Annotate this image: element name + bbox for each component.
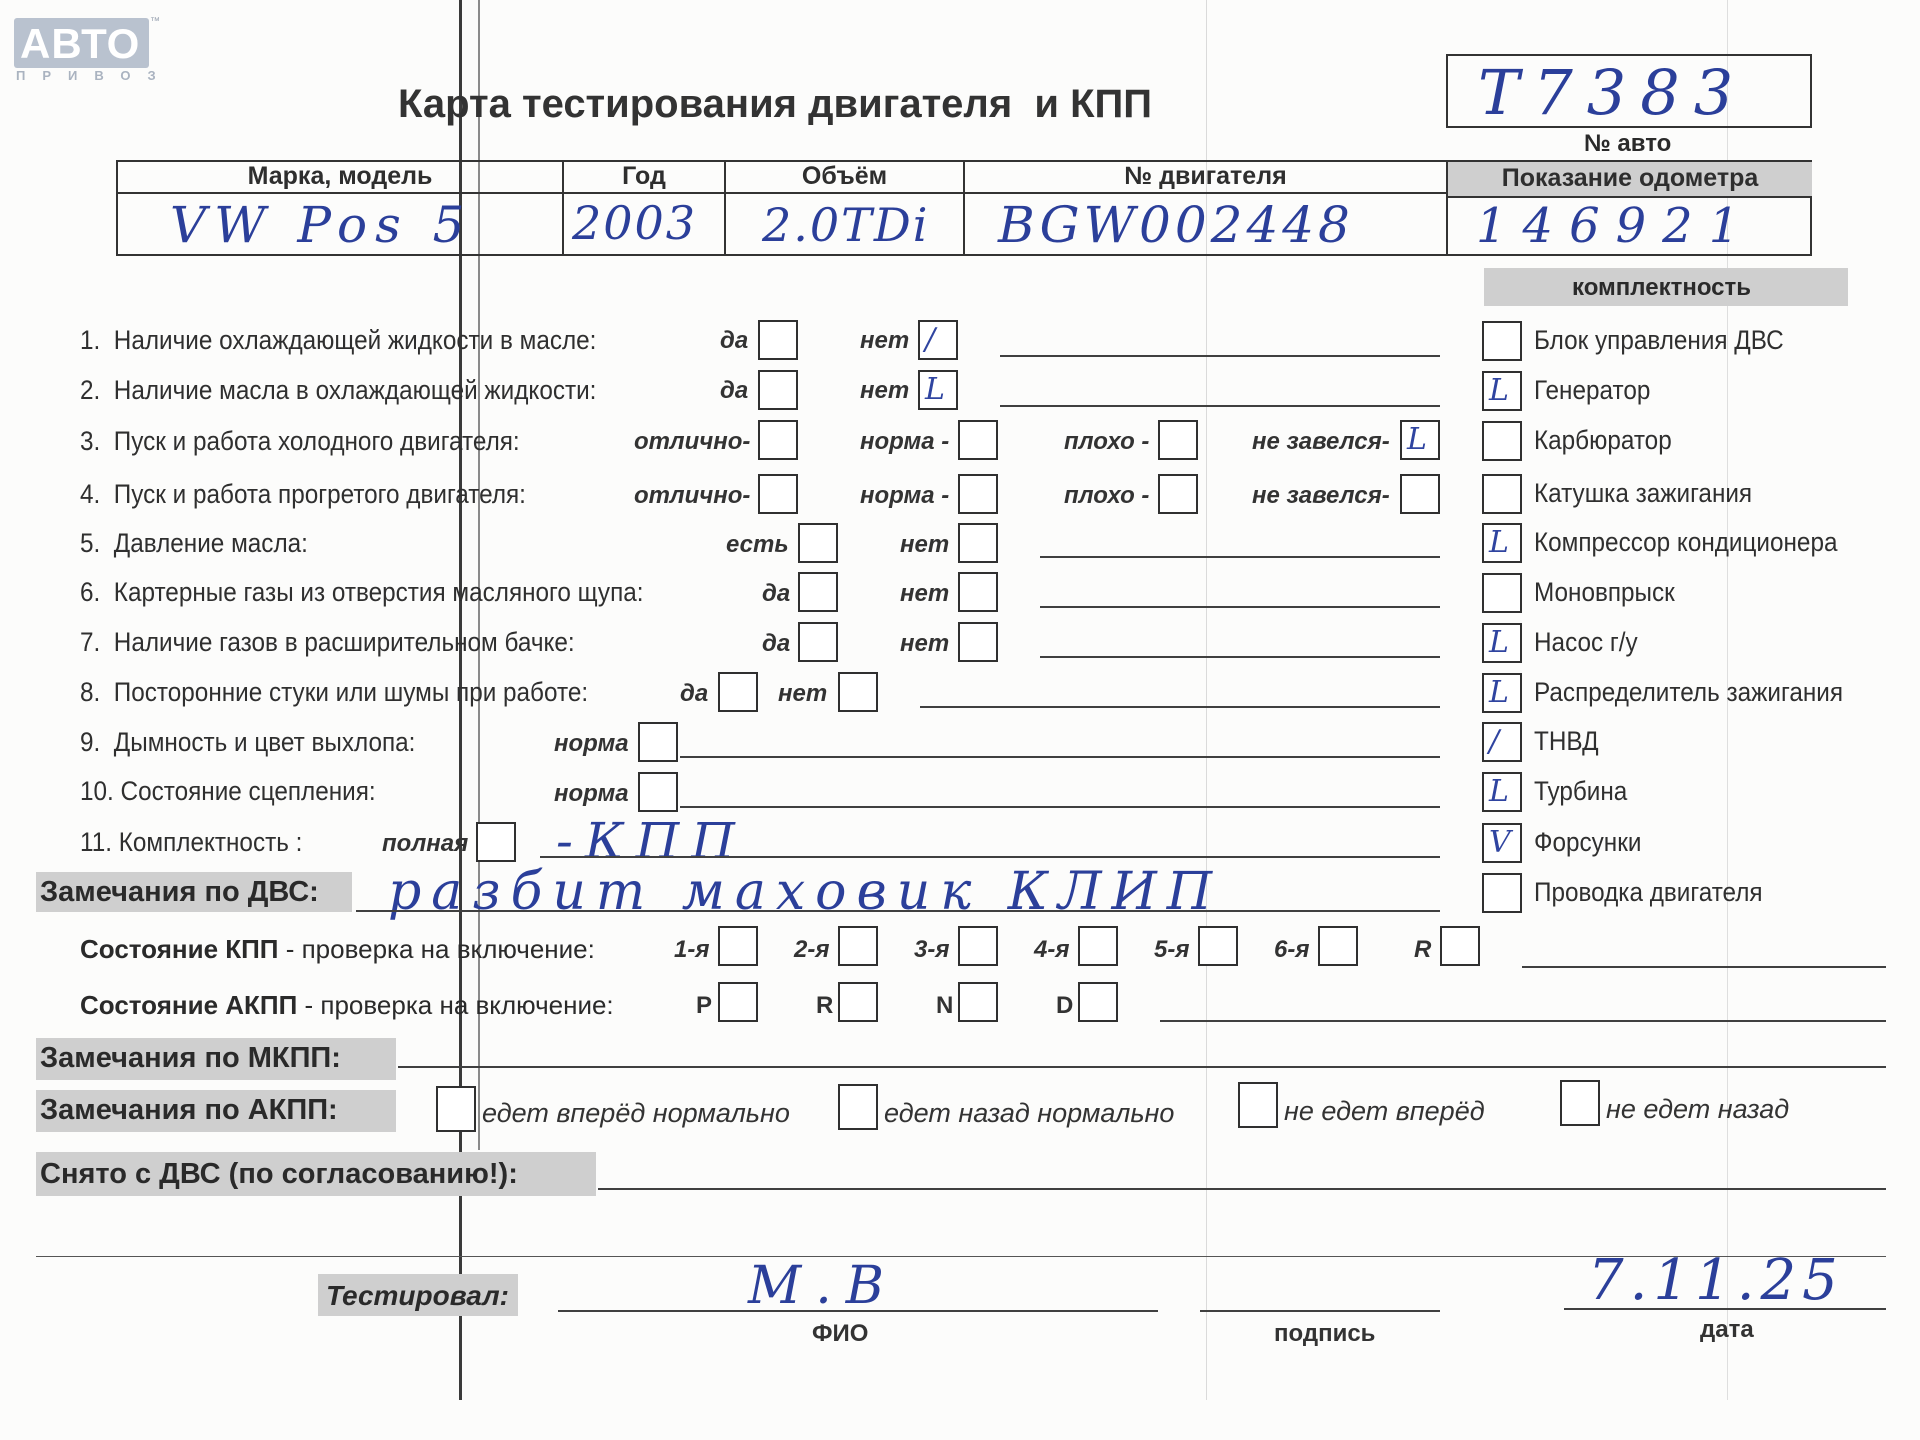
q4-no-start-checkbox[interactable] (1400, 474, 1440, 514)
kpp-check-label-bold: Состояние КПП (80, 934, 279, 964)
remarks-mkpp-line (398, 1066, 1886, 1068)
kpp-gear-2-checkbox[interactable] (838, 926, 878, 966)
complect-checkbox-ignition-coil[interactable] (1482, 474, 1522, 514)
q8-option-no: нет (778, 680, 828, 707)
q6-yes-checkbox[interactable] (798, 572, 838, 612)
question-2-label: Наличие масла в охлаждающей жидкости: (113, 375, 597, 405)
odometer-value: 146921 (1476, 198, 1756, 254)
akpp-no-backward-label: не едет назад (1606, 1094, 1790, 1124)
question-6-text (80, 577, 643, 608)
kpp-gear-1-checkbox[interactable] (718, 926, 758, 966)
kpp-gear-2-label: 2-я (794, 936, 830, 963)
q6-no-checkbox[interactable] (958, 572, 998, 612)
question-11-text (80, 827, 302, 858)
removed-label: Снято с ДВС (по согласованию!): (40, 1158, 518, 1190)
check-mark-icon: / (1489, 724, 1500, 759)
complect-checkbox-carburetor[interactable] (1482, 421, 1522, 461)
question-9-num: 9. (80, 727, 101, 757)
tested-date-value: 7.11.25 (1588, 1248, 1844, 1313)
question-7-text (80, 627, 575, 658)
complect-label-generator: Генератор (1534, 375, 1651, 405)
volume-value: 2.0TDi (762, 198, 930, 252)
q3-no-start-checkbox[interactable] (1400, 420, 1440, 460)
watermark-sub: ПРИВОЗ (16, 68, 173, 83)
akpp-mode-r-label: R (816, 992, 834, 1019)
complect-checkbox-power-steering-pump[interactable] (1482, 623, 1522, 663)
q8-notes-line (920, 706, 1440, 708)
complect-label-ignition-coil: Катушка зажигания (1534, 478, 1753, 508)
kpp-gear-3-label: 3-я (914, 936, 950, 963)
akpp-forward-ok-label: едет вперёд нормально (482, 1098, 790, 1128)
akpp-mode-n-checkbox[interactable] (958, 982, 998, 1022)
q3-option-no-start: не завелся- (1252, 428, 1390, 455)
question-5-text (80, 528, 308, 559)
tested-date-label: дата (1700, 1316, 1754, 1343)
check-mark-icon: L (1489, 675, 1509, 710)
akpp-no-backward-checkbox[interactable] (1560, 1080, 1600, 1126)
kpp-gear-4-checkbox[interactable] (1078, 926, 1118, 966)
remarks-engine-value: разбит маховик КЛИП (388, 862, 1223, 922)
akpp-notes-line (1160, 1020, 1886, 1022)
kpp-check-label-rest: - проверка на включение: (278, 934, 595, 964)
tested-fio-line (558, 1310, 1158, 1312)
q5-present-checkbox[interactable] (798, 523, 838, 563)
akpp-backward-ok-checkbox[interactable] (838, 1084, 878, 1130)
q11-note-value: -КПП (556, 812, 747, 870)
remarks-engine-label: Замечания по ДВС: (40, 876, 319, 908)
q1-option-yes: да (720, 327, 749, 354)
complect-label-injection-pump: ТНВД (1534, 726, 1599, 756)
question-10-num: 10. (80, 776, 114, 806)
tested-sign-label: подпись (1274, 1320, 1376, 1347)
make-model-value: VW Pos 5 (170, 196, 473, 254)
year-value: 2003 (572, 196, 698, 250)
page-title: Карта тестирования двигателя и КПП (398, 82, 1153, 126)
watermark-brand: АВТО (20, 20, 141, 67)
q8-no-checkbox[interactable] (838, 672, 878, 712)
kpp-gear-4-label: 4-я (1034, 936, 1070, 963)
header-top-rule (118, 192, 1446, 194)
kpp-gear-r-label: R (1414, 936, 1432, 963)
question-10-text (80, 776, 376, 807)
question-4-label: Пуск и работа прогретого двигателя: (113, 479, 526, 509)
complect-label-carburetor: Карбюратор (1534, 425, 1672, 455)
removed-line (598, 1188, 1886, 1190)
complect-checkbox-mono-injection[interactable] (1482, 573, 1522, 613)
q2-yes-checkbox[interactable] (758, 370, 798, 410)
question-4-num: 4. (80, 479, 101, 509)
remarks-engine-line (356, 910, 1440, 912)
q11-option-full: полная (382, 830, 469, 857)
question-7-num: 7. (80, 627, 101, 657)
complect-label-ecu: Блок управления ДВС (1534, 325, 1784, 355)
question-1-label: Наличие охлаждающей жидкости в масле: (113, 325, 597, 355)
remarks-akpp-label: Замечания по АКПП: (40, 1094, 338, 1126)
q8-option-yes: да (680, 680, 709, 707)
q3-normal-checkbox[interactable] (958, 420, 998, 460)
complect-label-distributor: Распределитель зажигания (1534, 677, 1843, 707)
header-volume: Объём (801, 162, 888, 190)
question-8-text (80, 677, 588, 708)
q6-option-no: нет (900, 580, 950, 607)
question-5-label: Давление масла: (113, 528, 308, 558)
question-4-text (80, 479, 526, 510)
complect-label-ac-compressor: Компрессор кондиционера (1534, 527, 1838, 557)
q4-option-bad: плохо - (1064, 482, 1150, 509)
complect-checkbox-generator[interactable] (1482, 371, 1522, 411)
akpp-mode-p-label: P (696, 992, 713, 1019)
kpp-check-label (80, 934, 595, 965)
question-3-text (80, 426, 520, 457)
tested-date-line (1564, 1308, 1886, 1310)
kpp-gear-5-checkbox[interactable] (1198, 926, 1238, 966)
q9-normal-checkbox[interactable] (638, 722, 678, 762)
akpp-mode-n-label: N (936, 992, 954, 1019)
check-mark-icon: V (1489, 825, 1511, 860)
question-7-label: Наличие газов в расширительном бачке: (113, 627, 575, 657)
akpp-check-label (80, 990, 614, 1021)
akpp-mode-d-checkbox[interactable] (1078, 982, 1118, 1022)
complect-label-mono-injection: Моновпрыск (1534, 577, 1675, 607)
q7-option-yes: да (762, 630, 791, 657)
kpp-gear-6-checkbox[interactable] (1318, 926, 1358, 966)
q9-notes-line (680, 756, 1440, 758)
complect-checkbox-injectors[interactable] (1482, 823, 1522, 863)
q6-option-yes: да (762, 580, 791, 607)
question-11-num: 11. (80, 827, 112, 857)
question-2-text (80, 375, 596, 406)
q11-notes-line (540, 856, 1440, 858)
question-2-num: 2. (80, 375, 101, 405)
kpp-gear-1-label: 1-я (674, 936, 710, 963)
complect-checkbox-ac-compressor[interactable] (1482, 523, 1522, 563)
complect-checkbox-turbine[interactable] (1482, 772, 1522, 812)
question-6-label: Картерные газы из отверстия масляного щупа: (113, 577, 644, 607)
complect-label-power-steering-pump: Насос г/у (1534, 627, 1638, 657)
question-11-label: Комплектность : (118, 827, 303, 857)
q2-option-yes: да (720, 377, 749, 404)
check-mark-icon: L (1489, 525, 1509, 560)
question-1-text (80, 325, 596, 356)
tested-label: Тестировал: (326, 1280, 509, 1311)
auto-number-label: № авто (1584, 130, 1672, 157)
q1-notes-line (1000, 355, 1440, 357)
auto-number-value: Т7383 (1478, 56, 1748, 129)
akpp-check-label-bold: Состояние АКПП (80, 990, 298, 1020)
akpp-backward-ok-label: едет назад нормально (884, 1098, 1175, 1128)
q7-notes-line (1040, 656, 1440, 658)
q1-yes-checkbox[interactable] (758, 320, 798, 360)
q2-notes-line (1000, 405, 1440, 407)
q8-yes-checkbox[interactable] (718, 672, 758, 712)
question-6-num: 6. (80, 577, 101, 607)
akpp-check-label-rest: - проверка на включение: (297, 990, 614, 1020)
complect-title: комплектность (1572, 274, 1752, 301)
akpp-mode-d-label: D (1056, 992, 1074, 1019)
q3-option-normal: норма - (860, 428, 950, 455)
q7-no-checkbox[interactable] (958, 622, 998, 662)
check-mark-icon: L (1407, 422, 1427, 457)
kpp-notes-line (1522, 966, 1886, 968)
question-3-num: 3. (80, 426, 101, 456)
q7-yes-checkbox[interactable] (798, 622, 838, 662)
q5-no-checkbox[interactable] (958, 523, 998, 563)
q4-excellent-checkbox[interactable] (758, 474, 798, 514)
question-9-text (80, 727, 415, 758)
q2-no-checkbox[interactable] (918, 370, 958, 410)
check-mark-icon: / (925, 322, 936, 357)
akpp-mode-r-checkbox[interactable] (838, 982, 878, 1022)
akpp-no-forward-label: не едет вперёд (1284, 1096, 1485, 1126)
q10-option-normal: норма (554, 780, 629, 807)
q4-normal-checkbox[interactable] (958, 474, 998, 514)
tested-fio-label: ФИО (812, 1320, 869, 1347)
q9-option-normal: норма (554, 730, 629, 757)
q11-full-checkbox[interactable] (476, 822, 516, 862)
header-make-model: Марка, модель (247, 162, 433, 190)
q3-option-bad: плохо - (1064, 428, 1150, 455)
q10-notes-line (680, 806, 1440, 808)
complect-checkbox-injection-pump[interactable] (1482, 722, 1522, 762)
kpp-gear-5-label: 5-я (1154, 936, 1190, 963)
q4-option-excellent: отлично- (634, 482, 751, 509)
remarks-mkpp-label: Замечания по МКПП: (40, 1042, 341, 1074)
question-10-label: Состояние сцепления: (120, 776, 376, 806)
akpp-no-forward-checkbox[interactable] (1238, 1082, 1278, 1128)
question-8-label: Посторонние стуки или шумы при работе: (113, 677, 589, 707)
q5-option-no: нет (900, 531, 950, 558)
complect-checkbox-distributor[interactable] (1482, 673, 1522, 713)
question-9-label: Дымность и цвет выхлопа: (113, 727, 416, 757)
header-year: Год (622, 162, 666, 190)
akpp-forward-ok-checkbox[interactable] (436, 1086, 476, 1132)
q7-option-no: нет (900, 630, 950, 657)
q3-bad-checkbox[interactable] (1158, 420, 1198, 460)
q4-option-no-start: не завелся- (1252, 482, 1390, 509)
q6-notes-line (1040, 606, 1440, 608)
header-engine-number: № двигателя (1124, 162, 1287, 190)
watermark-tm: ™ (150, 16, 160, 27)
q3-option-excellent: отлично- (634, 428, 751, 455)
q10-normal-checkbox[interactable] (638, 772, 678, 812)
question-8-num: 8. (80, 677, 101, 707)
q4-option-normal: норма - (860, 482, 950, 509)
question-3-label: Пуск и работа холодного двигателя: (113, 426, 520, 456)
q4-bad-checkbox[interactable] (1158, 474, 1198, 514)
kpp-gear-3-checkbox[interactable] (958, 926, 998, 966)
header-odometer: Показание одометра (1501, 164, 1759, 192)
question-5-num: 5. (80, 528, 101, 558)
q2-option-no: нет (860, 377, 910, 404)
q5-notes-line (1040, 556, 1440, 558)
check-mark-icon: L (1489, 774, 1509, 809)
q1-option-no: нет (860, 327, 910, 354)
engine-number-value: BGW002448 (998, 196, 1354, 254)
q5-option-present: есть (726, 531, 789, 558)
tested-fio-value: М.В (748, 1256, 898, 1316)
check-mark-icon: L (925, 372, 945, 407)
question-1-num: 1. (80, 325, 101, 355)
complect-label-injectors: Форсунки (1534, 827, 1642, 857)
q1-no-checkbox[interactable] (918, 320, 958, 360)
kpp-gear-r-checkbox[interactable] (1440, 926, 1480, 966)
complect-label-engine-wiring: Проводка двигателя (1534, 877, 1763, 907)
tested-sign-line (1200, 1310, 1440, 1312)
complect-checkbox-ecu[interactable] (1482, 321, 1522, 361)
check-mark-icon: L (1489, 625, 1509, 660)
kpp-gear-6-label: 6-я (1274, 936, 1310, 963)
complect-checkbox-engine-wiring[interactable] (1482, 873, 1522, 913)
check-mark-icon: L (1489, 373, 1509, 408)
q3-excellent-checkbox[interactable] (758, 420, 798, 460)
complect-label-turbine: Турбина (1534, 776, 1628, 806)
akpp-mode-p-checkbox[interactable] (718, 982, 758, 1022)
